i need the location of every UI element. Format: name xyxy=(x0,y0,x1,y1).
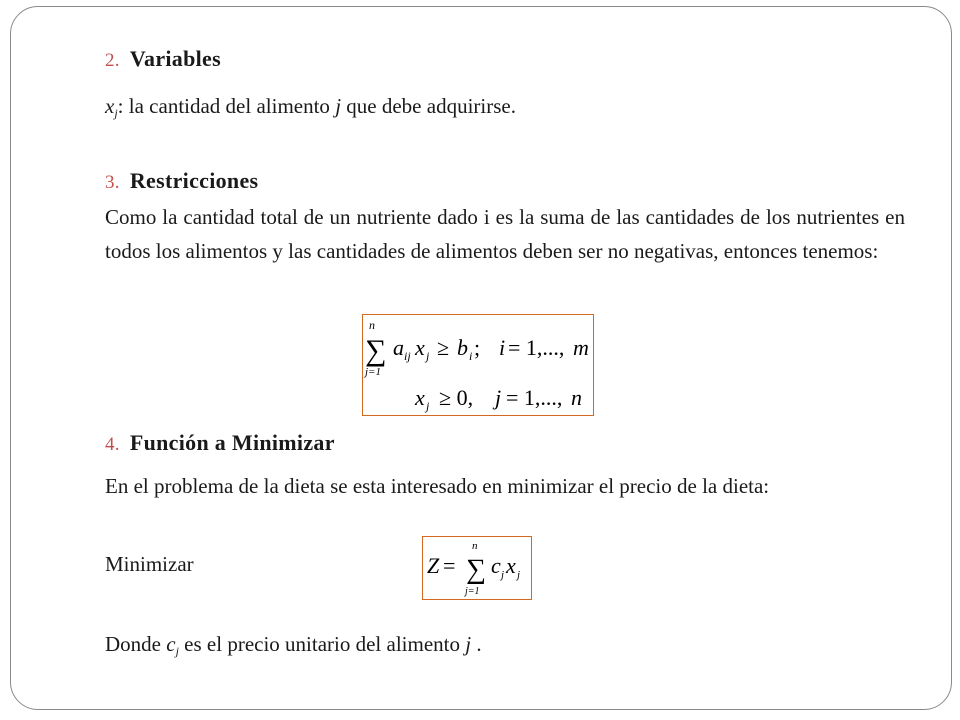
sum-symbol: ∑ xyxy=(365,334,387,367)
svg-text:Z: Z xyxy=(427,553,440,578)
section-number: 3. xyxy=(105,172,120,193)
section-heading-restricciones xyxy=(105,168,258,194)
sum-lower-limit: j=1 xyxy=(465,586,480,597)
svg-text:a: a xyxy=(393,335,404,360)
objective-formula-box xyxy=(422,536,532,600)
sum-upper-limit: n xyxy=(369,318,375,332)
svg-text:≥ 0,: ≥ 0, xyxy=(439,385,474,410)
svg-text:j: j xyxy=(517,569,521,581)
svg-text:n: n xyxy=(571,385,582,410)
section-number: 4. xyxy=(105,434,120,455)
minimize-label: Minimizar xyxy=(105,552,194,576)
sum-symbol: ∑ xyxy=(466,554,486,585)
sum-lower-limit: j=1 xyxy=(365,366,381,378)
svg-text:x: x xyxy=(415,335,425,360)
svg-text:x: x xyxy=(415,385,425,410)
svg-text:j: j xyxy=(426,349,430,363)
section-number: 2. xyxy=(105,50,120,71)
objective-formula xyxy=(423,537,530,598)
svg-text:m: m xyxy=(573,335,589,360)
var-text: la cantidad del alimento xyxy=(123,94,336,118)
sum-upper-limit: n xyxy=(472,540,478,552)
restricciones-paragraph: Como la cantidad total de un nutriente dado i es la suma de las cantidades de los nutrientes en todos los alimentos y las cantidades de alimentos deben ser no negativas, entonces tenemos: xyxy=(105,205,905,263)
var-symbol: x xyxy=(105,94,115,118)
svg-text:= 1,...,: = 1,..., xyxy=(508,335,565,360)
footer-note: Donde $c_j$ es el precio unitario del alimento j . xyxy=(105,632,482,658)
section-heading-variables xyxy=(105,46,221,72)
svg-text:ij: ij xyxy=(404,349,411,363)
variable-definition: $x_j$: la cantidad del alimento j que debe adquirirse. xyxy=(105,94,516,120)
svg-text:;: ; xyxy=(474,335,481,360)
svg-text:i: i xyxy=(499,335,506,360)
section-heading-funcion xyxy=(105,430,335,456)
svg-text:x: x xyxy=(506,553,516,578)
section-title: Restricciones xyxy=(129,168,259,193)
svg-text:= 1,...,: = 1,..., xyxy=(506,385,563,410)
svg-text:≥: ≥ xyxy=(437,335,450,360)
constraints-formula-box xyxy=(362,314,594,416)
svg-text:j: j xyxy=(426,399,430,413)
section-title: Variables xyxy=(129,46,221,71)
svg-text:=: = xyxy=(443,553,456,578)
var-subscript: j xyxy=(114,106,118,120)
svg-text:i: i xyxy=(469,349,473,363)
constraints-formula xyxy=(363,315,592,414)
svg-text:c: c xyxy=(491,553,501,578)
svg-text:b: b xyxy=(457,335,468,360)
funcion-paragraph: En el problema de la dieta se esta interesado en minimizar el precio de la dieta: xyxy=(105,474,770,498)
svg-text:j: j xyxy=(495,385,502,410)
section-title: Función a Minimizar xyxy=(129,430,335,455)
svg-text:j: j xyxy=(501,569,505,581)
cost-symbol: c xyxy=(166,632,176,656)
